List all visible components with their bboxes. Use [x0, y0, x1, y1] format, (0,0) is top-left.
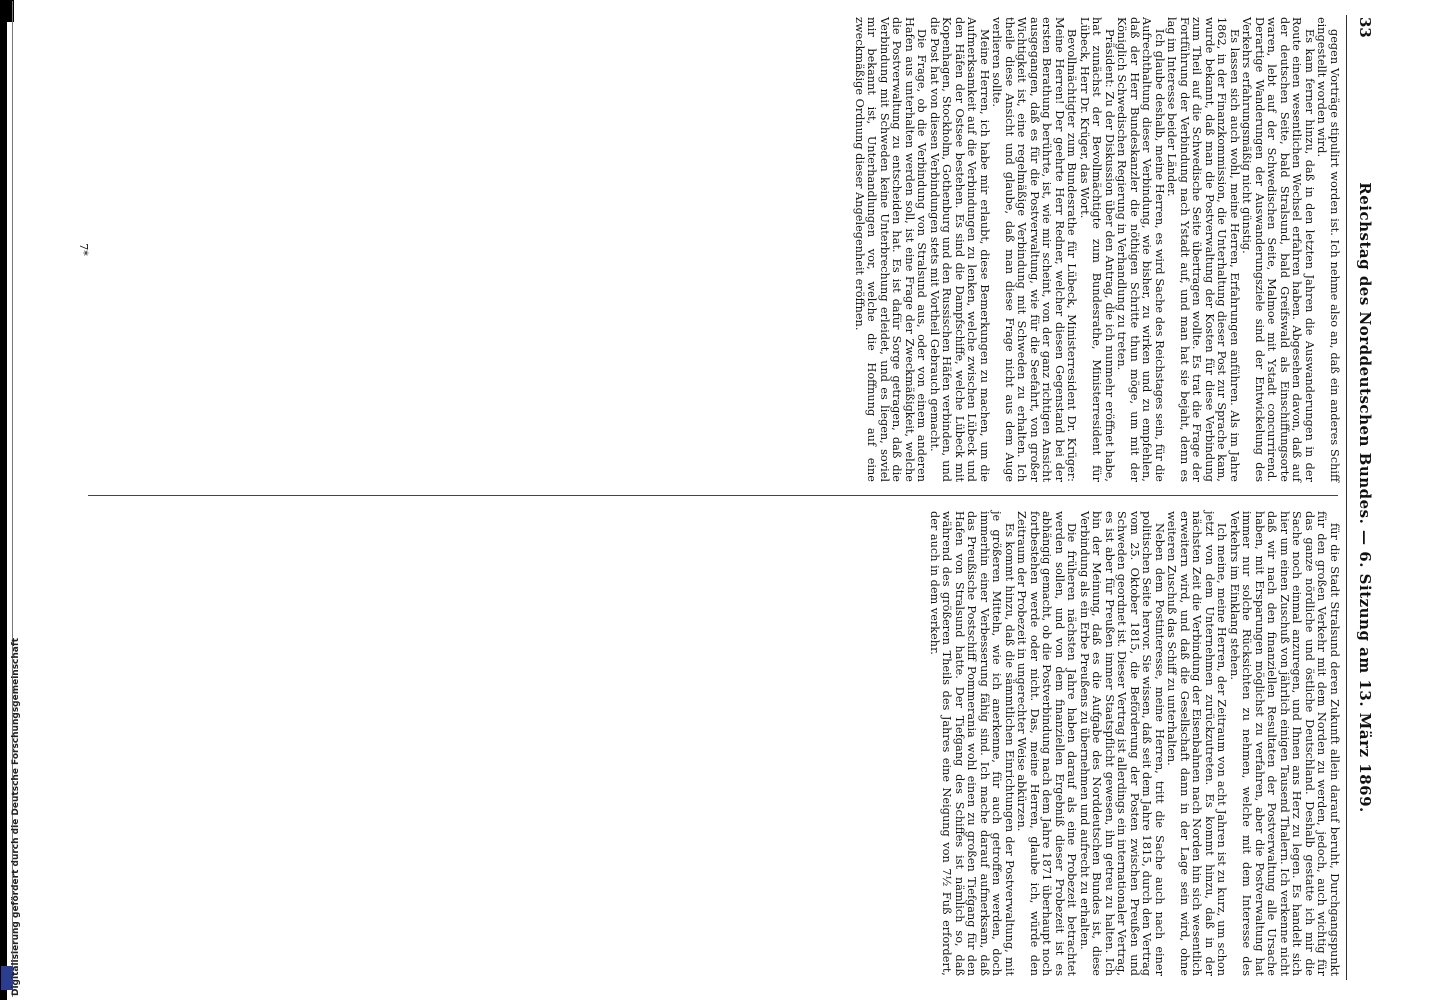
column-divider [88, 495, 1338, 496]
digitization-credit: Digitalisierung gefördert durch die Deutsche Forschungsgemeinschaft [11, 637, 21, 996]
paragraph: Neben dem Postinteresse, meine Herren, tritt die Sache auch nach einer politischen Seite hervor. Sie wissen, daß seit dem Jahre 1815, durch den Vertrag vom 25. Oktober 1815, die Beförderung der Posten zwischen Preußen und Schweden geordnet ist. Dieser Vertrag ist allerdings ein internationaler Vertrag, es ist aber für Preußen immer Staatspflicht gewesen, ihn getreu zu halten. Ich bin der Meinung, daß es die Aufgabe des Norddeutschen Bundes ist, diese Verbindung als ein Erbe Preußens zu übernehmen und aufrecht zu erhalten. [1078, 511, 1166, 976]
paragraph: Es kam ferner hinzu, daß in den letzten Jahren die Auswanderungen in der Route einen wesentlichen Wechsel erfahren haben. Abgesehen davon, daß auf der deutschen Seite, bald Stralsund, bald Greifswald als Einschiffungsorte waren, lebt auf der Schwedischen Seite, Malmoe mit Ystadt concurrirend. Derartige Wanderungen der Auswanderungsziele sind der Entwickelung des Verkehrs erfahrungsmäßig nicht günstig. [1240, 17, 1316, 482]
paragraph: Die früheren nächsten Jahre haben darauf als eine Probezeit betrachtet werden sollen, und von dem finanziellen Ergebniß dieser Probezeit ist es abhängig gemacht, ob die Postverbindung nach dem Jahre 1871 überhaupt noch fortbestehen werde oder nicht. Das, meine Herren, glaube ich, würde den Zeitraum der Probezeit in ungerechter Weise abkürzen. [1015, 511, 1079, 976]
header-rule [1346, 15, 1347, 980]
page-number: 33 [1356, 17, 1374, 38]
paragraph: Es lassen sich auch wohl, meine Herren, Erfahrungen anführen. Als im Jahre 1862, in der Finanzkommission, die Unterhaltung dieser Post zur Sprache kam, wurde bekannt, daß man die Postverwaltung der Kosten für diese Verbindung zum Theil auf die Schwedische Seite übertragen wollte. Es trat die Frage der Fortführung der Verbindung nach Ystadt auf, und man hat sie bejaht, denn es lag im Interesse beider Länder. [1165, 17, 1241, 482]
left-column [853, 17, 1341, 482]
paragraph: Bevollmächtigter zum Bundesrathe für Lübeck, Ministerresident Dr. Krüger: Meine Herren! Der geehrte Herr Redner, welcher diesen Gegenstand bei der ersten Berathung berührte, ist, wie mir scheint, von der ganz richtigen Ansicht ausgegangen, daß es für die Postverwaltung, wie für die Seefahrt, von großer Wichtigkeit ist, eine regelmäßige Verbindung mit Schweden zu erhalten. Ich theile diese Ansicht und glaube, daß man diese Frage nicht aus dem Auge verlieren sollte. [990, 17, 1079, 482]
document-page [77, 5, 1380, 990]
paragraph: Präsident: Zu der Diskussion über den Antrag, die ich nunmehr eröffnet habe, hat zunächst der Bevollmächtigte zum Bundesrathe, Ministerresident für Lübeck, Herr Dr. Krüger, das Wort. [1078, 17, 1116, 482]
signature-mark: 7* [77, 243, 90, 256]
paragraph: für die Stadt Stralsund deren Zukunft allein darauf beruht, Durchgangspunkt für den großen Verkehr mit dem Norden zu werden, jedoch, auch wichtig für das ganze nördliche und östliche Deutschland. Deshalb gestatte ich mir die Sache noch einmal anzuregen, und Ihnen ans Herz zu legen. Es handelt sich hier um einen Zuschuß von jährlich einigen Tausend Thalern. Ich verkenne nicht daß wir nach den finanziellen Resultaten der Postverwaltung alle Ursache haben, mit Ersparungen möglichst zu verfahren, aber die Postverwaltung hat immer nur solche Rücksichten zu nehmen, welche mit dem Interesse des Verkehrs im Einklang stehen. [1228, 511, 1341, 976]
right-column [928, 511, 1341, 976]
paragraph: Die Frage, ob die Verbindung von Stralsund aus, oder von einem anderen Hafen aus unterhalten werden soll, ist eine Frage der Zweckmäßigkeit, welche die Postverwaltung zu entscheiden hat. Es ist dafür Sorge getragen, daß die Verbindung mit Schweden keine Unterbrechung erleidet, und es liegen, soviel mir bekannt ist, Unterhandlungen vor, welche die Hoffnung auf eine zweckmäßige Ordnung dieser Angelegenheit eröffnen. [853, 17, 929, 482]
paragraph: Es kommt hinzu, daß die sämmtlichen Einrichtungen der Postverwaltung, mit je größeren Mitteln, wie ich anerkenne, für auch getroffen werden, doch immerhin einer Verbesserung fähig sind. Ich mache darauf aufmerksam, daß das Preußische Postschiff Pommerania wohl einen zu großen Tiefgang für den Hafen von Stralsund hatte. Der Tiefgang des Schiffes ist nämlich so, daß während des größeren Theils des Jahres eine Neigung von 7½ Fuß erfordert, der auch in dem verkehr. [928, 511, 1016, 976]
paragraph: Meine Herren, ich habe mir erlaubt, diese Bemerkungen zu machen, um die Aufmerksamkeit auf die Verbindungen zu lenken, welche zwischen Lübeck und den Häfen der Ostsee bestehen. Es sind die Dampfschiffe, welche Lübeck mit Kopenhagen, Stockholm, Gothenburg und den Russischen Häfen verbinden, und die Post hat von diesen Verbindungen stets mit Vortheil Gebrauch gemacht. [928, 17, 991, 482]
paragraph: Ich meine, meine Herren, der Zeitraum von acht Jahren ist zu kurz, um schon jetzt von dem Unternehmen zurückzutreten. Es kommt hinzu, daß in der nächsten Zeit die Verbindung der Eisenbahnen nach Norden hin sich wesentlich erweitern wird, und daß die Gesellschaft dann in der Lage sein wird, ohne weiteren Zuschuß das Schiff zu unterhalten. [1165, 511, 1229, 976]
page-header [1352, 5, 1380, 990]
paragraph: gegen Vorträge stipulirt worden ist. Ich nehme also an, daß ein anderes Schiff eingestellt worden wird. [1315, 17, 1341, 482]
running-title: Reichstag des Norddeutschen Bundes. — 6. Sitzung am 13. März 1869. [1356, 182, 1374, 813]
paragraph: Ich glaube deshalb, meine Herren, es wird Sache des Reichstages sein, für die Aufrechthaltung dieser Verbindung, wie bisher, zu wirken und zu empfehlen, daß der Herr Bundeskanzler die nöthigen Schritte thun möge, um mit der Königlich Schwedischen Regierung in Verhandlung zu treten. [1115, 17, 1166, 482]
